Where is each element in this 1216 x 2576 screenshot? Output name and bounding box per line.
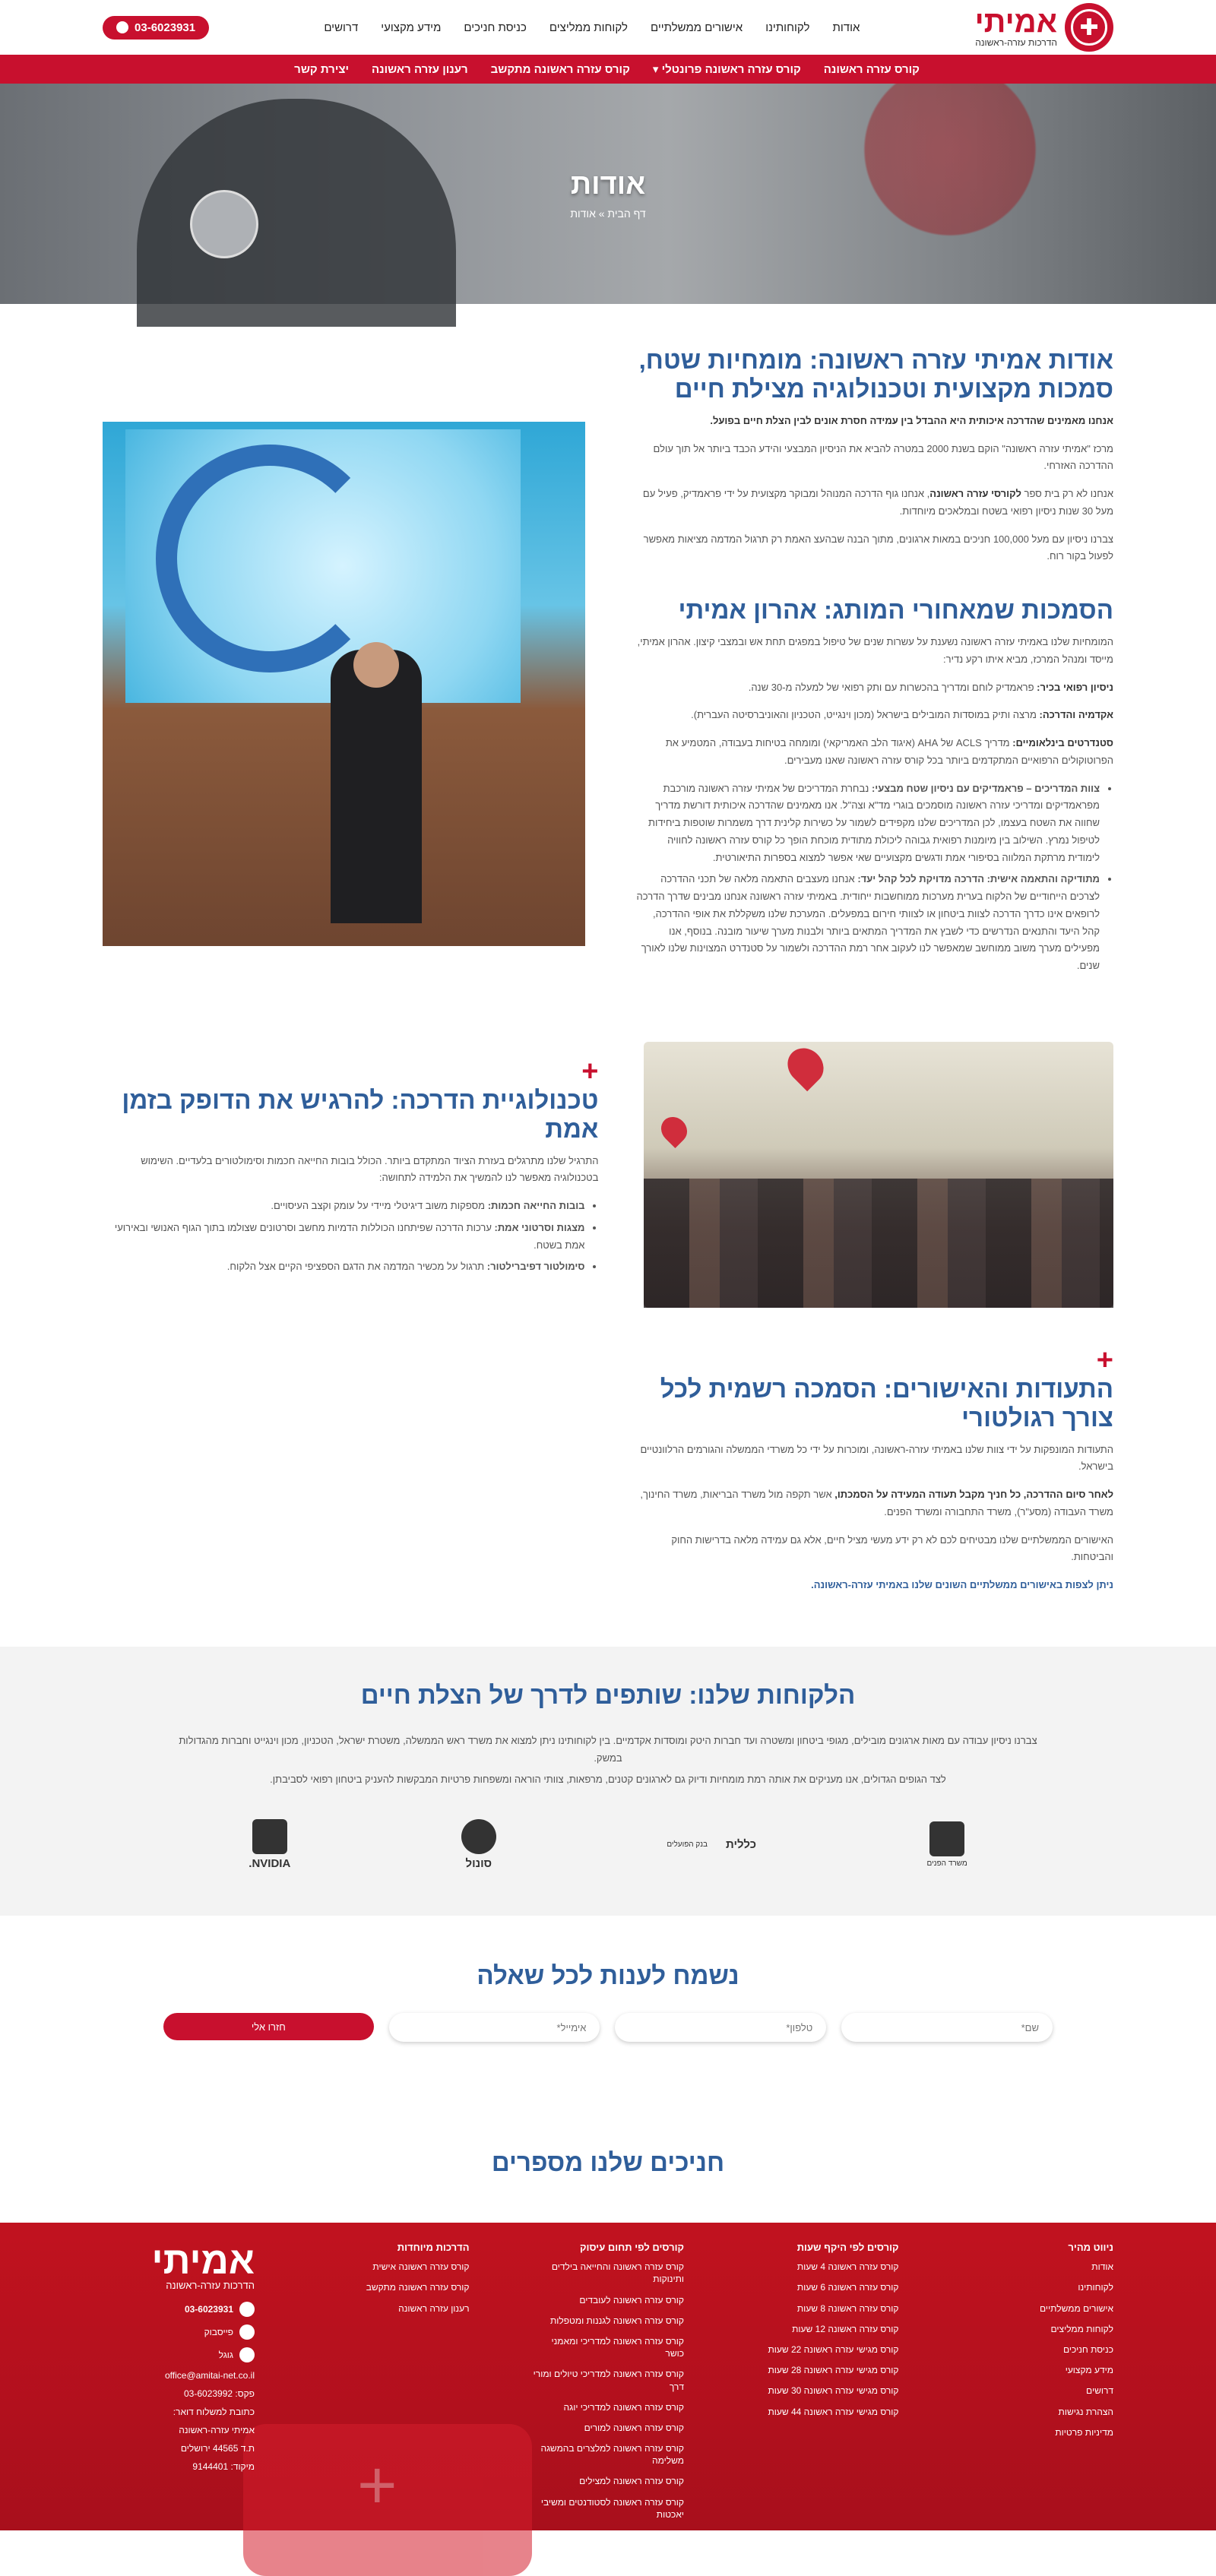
certs-link[interactable]: ניתן לצפות באישורים ממשלתיים השונים שלנו באמיתי עזרה-ראשונה. <box>811 1579 1113 1591</box>
about-title: אודות אמיתי עזרה ראשונה: מומחיות שטח, סמכות מקצועית וטכנולוגיה מצילת חיים <box>638 346 1113 403</box>
footer-link[interactable]: קורס מגישי עזרה ראשונה 28 שעות <box>768 2365 899 2376</box>
contact-form <box>163 2013 1053 2042</box>
certs-p3: האישורים הממשלתיים שלנו מבטיחים לכם לא רק ידע מעשי מציל חיים, אלא גם עמידה מלאה בדרישות החוק והביטחות. <box>671 1533 1113 1563</box>
phone-icon <box>239 2302 255 2317</box>
footer-link[interactable]: קורס עזרה ראשונה למצילים <box>579 2476 684 2487</box>
footer-link[interactable]: קורס עזרה ראשונה למדריכי ומאמני כושר <box>551 2335 684 2359</box>
page-title: אודות <box>570 168 646 201</box>
submit-button[interactable]: חזרו אלי <box>163 2013 374 2040</box>
nav-jobs[interactable]: דרושים <box>324 21 359 34</box>
certs-section <box>0 1331 1216 1647</box>
waze-icon <box>239 2347 255 2362</box>
list-item: • בובות החייאה חכמות: מספקות משוב דיגיטלי מיידי על עומק וקצב העיסויים. <box>103 1198 584 1215</box>
logo-tagline: הדרכות עזרה-ראשונה <box>975 37 1057 48</box>
facebook-icon <box>239 2324 255 2340</box>
plus-icon: + <box>1096 1343 1113 1376</box>
phone-field[interactable] <box>615 2013 826 2042</box>
email-field[interactable] <box>389 2013 600 2042</box>
contact-title: נשמח לענות לכל שאלה <box>477 1961 739 1990</box>
courses-subnav <box>0 55 1216 84</box>
footer-link[interactable]: לקוחותינו <box>1078 2282 1113 2293</box>
footer-link[interactable]: קורס עזרה ראשונה לעובדים <box>579 2294 684 2305</box>
breadcrumb[interactable]: דף הבית » אודות <box>570 207 646 220</box>
footer-link[interactable]: קורס עזרה ראשונה למדריכי יוגה <box>563 2401 684 2413</box>
footer-phone[interactable]: 03-6023931 <box>103 2302 255 2317</box>
footer-link[interactable]: קורס עזרה ראשונה אישית <box>372 2261 470 2273</box>
about-section <box>0 304 1216 1010</box>
footer-quick-nav: ניווט מהיר אודות לקוחותינו אישורים ממשלתיים לקוחות ממליצים כניסת חניכים מידע מקצועי דרושים הצהרת נגישות מדיניות פרטיות <box>961 2242 1113 2549</box>
about-p3: צברנו ניסיון עם מעל 100,000 חניכים במאות ארגונים, מתוך הבנה שבהעצ האמת רק תרגול המדמה מציאות מאפשר לפעול בקור רוח. <box>643 533 1113 562</box>
footer-link[interactable]: קורס עזרה ראשונה 12 שעות <box>792 2323 899 2334</box>
contact-section <box>0 1916 1216 2087</box>
footer-logo-name: אמיתי <box>151 2239 255 2283</box>
nav-about[interactable]: אודות <box>832 21 860 34</box>
client-logo-interior-ministry: משרד הפנים <box>927 1821 967 1868</box>
footer-link[interactable]: קורס עזרה ראשונה והחייאה בילדים ותינוקות <box>551 2261 684 2285</box>
footer-link[interactable]: קורס מגישי עזרה ראשונה 22 שעות <box>768 2343 899 2355</box>
footer-link[interactable]: רענון עזרה ראשונה <box>398 2302 470 2314</box>
list-item: • צוות המדריכים – פראמדיקים עם ניסיון שטח מבצעי: נבחרת המדריכים של אמיתי עזרה ראשונה מורכבת מפראמדיקים ומדריכי עזרה ראשונה מוסמכים בוגרי מד"א וצה"ל. אנו מאמינים שהדרכה איכותית דורשת מדריך שחווה את השטח בעצמו, לכן המדריכים שלנו מקפידים לשמור על כשירות קלינית דרך משמרות שוטפות ביחידות לטיפול נמרץ. השילוב בין מיומנות רפואית גבוהה ליכולת מתודית מוכחת הופך כל קורס עזרה ראשונה לחוויה לימודית מרתקת המלווה בסיפורי אמת ודגשים מקצועיים שאי אפשר למצוא בספרות התיאורטית. <box>635 780 1100 867</box>
clients-section <box>0 1647 1216 1916</box>
about-lead: אנחנו מאמינים שהדרכה איכותית היא ההבדל בין עמידה חסרת אונים לבין הצלת חיים בפועל. <box>710 414 1113 426</box>
footer-link[interactable]: מדיניות פרטיות <box>1055 2426 1113 2438</box>
name-field[interactable] <box>841 2013 1053 2042</box>
footer-link[interactable]: קורס מגישי עזרה ראשונה 30 שעות <box>768 2385 899 2397</box>
nav-professional-info[interactable]: מידע מקצועי <box>381 21 442 34</box>
footer-link[interactable]: קורס עזרה ראשונה לגננות ומטפלות <box>549 2315 684 2326</box>
founder-medical: ניסיון רפואי בכיר: פראמדיק לוחם ומדריך בהכשרות עם ותק רפואי של למעלה מ-30 שנה. <box>748 681 1113 693</box>
hero-banner <box>0 84 1216 304</box>
certs-title: התעודות והאישורים: הסמכה רשמית לכל צורך רגולטורי <box>660 1374 1113 1432</box>
subnav-frontal-course[interactable]: קורס עזרה ראשונה פרונטלי ▾ <box>652 63 801 76</box>
about-p1: מרכז "אמיתי עזרה ראשונה" הוקם בשנת 2000 במטרה להביא את הניסיון המבצעי והידע הכבד ביותר אל תוך עולם ההדרכה האזרחי. <box>653 442 1113 472</box>
phone-icon <box>116 21 128 33</box>
about-p2: אנחנו לא רק בית ספר לקורסי עזרה ראשונה, אנחנו גוף הדרכה המנוהל ומבוקר מקצועית על ידי פראמדיק, פעיל עם מעל 30 שנות ניסיון רפואי בשטח ובמלאכים מיוחדות. <box>642 488 1113 517</box>
subnav-refresh[interactable]: רענון עזרה ראשונה <box>372 62 468 76</box>
footer-brand: אמיתי הדרכות עזרה-ראשונה 03-6023931 פייסבוק גוגל office@amitai-net.co.il פקס: 03-6023992 כתובת למשלוח דואר: אמיתי עזרה-ראשונה ת.ד 44565 ירושלים מיקוד: 9144401 <box>103 2242 255 2549</box>
instructor-photo <box>103 422 585 946</box>
hero-photo-figure <box>190 190 258 258</box>
footer-facebook[interactable]: פייסבוק <box>103 2324 255 2340</box>
certs-p1: התעודות המונפקות על ידי צוות שלנו באמיתי עזרה-ראשונה, ומוכרות על ידי כל משרדי הממשלה והגורמים הרלוונטיים בישראל. <box>640 1443 1113 1473</box>
site-footer <box>0 2223 1216 2540</box>
subnav-first-aid-course[interactable]: קורס עזרה ראשונה <box>823 62 920 76</box>
eye-icon <box>252 1819 287 1854</box>
clients-p2: לצד הגופים הגדולים, אנו מעניקים את אותה רמת מומחיות ודיוק גם לארגונים קטנים, מרפאות, צוותי הוראה ומשפחות פרטיות המבקשות להעניק ביטחון רפואי לסביבתן. <box>270 1774 946 1786</box>
footer-link[interactable]: דרושים <box>1086 2385 1113 2397</box>
footer-link[interactable]: קורס עזרה ראשונה למלצרים בהמשגה משלימה <box>540 2443 684 2467</box>
footer-link[interactable]: קורס עזרה ראשונה מתקשב <box>366 2282 470 2293</box>
testimonials-title: חניכים שלנו מספרים <box>491 2148 725 2177</box>
nav-trainee-login[interactable]: כניסת חניכים <box>464 21 527 34</box>
footer-link[interactable]: קורס עזרה ראשונה למדריכי טיולים ומורי דרך <box>533 2369 684 2392</box>
list-item: • סימולטור דפיברילטור: תרגול על מכשיר המדמה את הדגם הספציפי הקיים אצל הלקוח. <box>103 1258 584 1276</box>
footer-waze[interactable]: גוגל <box>103 2347 255 2362</box>
nav-clients[interactable]: לקוחותינו <box>765 21 810 34</box>
nav-gov-approvals[interactable]: אישורים ממשלתיים <box>650 21 743 34</box>
footer-hours-courses: קורסים לפי היקף שעות קורס עזרה ראשונה 4 שעות קורס עזרה ראשונה 6 שעות קורס עזרה ראשונה 8 שעות קורס עזרה ראשונה 12 שעות קורס מגישי עזרה ראשונה 22 שעות קורס מגישי עזרה ראשונה 28 שעות קורס מגישי עזרה ראשונה 30 שעות קורס מגישי עזרה ראשונה 44 שעות <box>747 2242 899 2549</box>
footer-link[interactable]: קורס עזרה ראשונה 8 שעות <box>796 2302 899 2314</box>
clients-title: הלקוחות שלנו: שותפים לדרך של הצלת חיים <box>360 1680 856 1709</box>
footer-link[interactable]: מידע מקצועי <box>1065 2365 1113 2376</box>
subnav-online-course[interactable]: קורס עזרה ראשונה מתקשב <box>490 62 630 76</box>
tech-intro: התרגיל שלנו מתרגלים בעזרת הציוד המתקדם ביותר. הכולל בובות החייאה חכמות וסימולטורים בלעדיים. השימוש בטכנולוגיה מאפשר לנו להמשיך את הלמידה לתחושה: <box>141 1154 599 1184</box>
list-item: • מצגות וסרטוני אמת: ערכות הדרכה שפיתחנו הכוללות הדמיות מחשב וסרטונים שצולמו בתוך הגוף האנושי ובאירועי אמת בשטח. <box>103 1220 584 1255</box>
footer-email[interactable]: office@amitai-net.co.il <box>164 2370 255 2381</box>
footer-link[interactable]: הצהרת נגישות <box>1058 2406 1113 2417</box>
team-list <box>635 780 1100 975</box>
main-nav <box>324 21 860 34</box>
footer-link[interactable]: קורס עזרה ראשונה 4 שעות <box>796 2261 899 2273</box>
client-logo-sonol: סונול <box>461 1819 496 1870</box>
logo-name: אמיתי <box>974 5 1057 39</box>
founder-intro: המומחיות שלנו באמיתי עזרה ראשונה נשענת על עשרות שנים של טיפול במפגים תחת אש ובמצבי קיצון. אהרון אמיתי, מייסד ומנהל המרכז, מביא איתו רקע נדיר: <box>637 636 1113 665</box>
certs-p2: לאחר סיום ההדרכה, כל חניך מקבל תעודה המעידה על הסמכתו, אשר תקפה מול משרד הבריאות, משרד החינוך, משרד העבודה (מסע"ר), משרד התחבורה ומשרד הפנים. <box>640 1489 1113 1517</box>
flower-icon <box>461 1819 496 1854</box>
footer-field-courses: קורסים לפי תחום עיסוק קורס עזרה ראשונה והחייאה בילדים ותינוקות קורס עזרה ראשונה לעובדים קורס עזרה ראשונה לגננות ומטפלות קורס עזרה ראשונה למדריכי ומאמני כושר קורס עזרה ראשונה למדריכי טיולים ומורי דרך קורס עזרה ראשונה למדריכי יוגה קורס עזרה ראשונה למורים קורס עזרה ראשונה למלצרים בהמשגה משלימה קורס עזרה ראשונה למצילים קורס עזרה ראשונה לסטודנטים ומשיבי יאכטות קורס עזרה ראשונה לאנשי אבטחה <box>533 2242 684 2540</box>
site-logo[interactable] <box>975 3 1113 52</box>
footer-link[interactable]: קורס מגישי עזרה ראשונה 44 שעות <box>768 2406 899 2417</box>
founder-title: הסמכות שמאחורי המותג: אהרון אמיתי <box>678 596 1113 625</box>
founder-standards: סטנדרטים בינלאומיים: מדריך ACLS של AHA (איגוד הלב האמריקאי) ומומחה בטיחות בעבודה, המטמיע את הפרוטוקולים הרפואיים המתקדמים ביותר בכל קורס עזרה ראשונה שאנו מעבירים. <box>665 737 1113 766</box>
client-logo-clalit: כללית בנק הפועלים <box>667 1838 756 1852</box>
footer-link[interactable]: כניסת חניכים <box>1063 2343 1113 2355</box>
footer-link[interactable]: קורס עזרה ראשונה למורים <box>584 2422 684 2433</box>
founder-academy: אקדמיה והדרכה: מרצה ותיק במוסדות המובילים בישראל (מכון וינגייט, הטכניון והאוניברסיטה העברית). <box>691 709 1113 721</box>
emblem-icon <box>929 1821 964 1856</box>
logo-icon: ✚ <box>1065 3 1113 52</box>
footer-link[interactable]: אודות <box>1091 2261 1113 2273</box>
list-item: • מתודיקה והתאמה אישית: הדרכה מדויקת לכל קהל יעד: אנחנו מעצבים התאמה מלאה של תכני ההדרכה לצרכים הייחודיים של הלקוח בערית מערכות ממוחשבות ייחודית. באמיתי עזרה ראשונה אנחנו מבינים שדרך הדרכה לרופאים אינו כדרך הדרכה לצוות ביטחון או לצוותי חירום במפעלים. המערכת שלנו משקללת את אופי ההדרכה, קהל היעד והתנאים הנדרשים כדי לשבץ את המדריך המתאים ביותר ולבנות מערך שיעור מובנה. בנוסף, אנו מפעילים מערך משוב ממוחשב שמאפשר לנו לעקוב אחר רמת ההדרכה ולשמור על סטנדרט המצוינות שלנו לאורך שנים. <box>635 871 1100 975</box>
footer-link[interactable]: קורס עזרה ראשונה לאנשי אבטחה <box>556 2530 684 2540</box>
site-header <box>0 0 1216 55</box>
footer-link[interactable]: קורס עזרה ראשונה לסטודנטים ומשיבי יאכטות <box>540 2496 684 2520</box>
tech-section <box>0 1010 1216 1331</box>
phone-button[interactable] <box>103 16 209 40</box>
plus-icon: + <box>581 1055 599 1087</box>
tech-list <box>103 1198 584 1276</box>
footer-link[interactable]: אישורים ממשלתיים <box>1040 2302 1113 2314</box>
phone-number: 03-6023931 <box>135 21 196 34</box>
nav-recommendations[interactable]: לקוחות ממליצים <box>549 21 628 34</box>
client-logo-nvidia: NVIDIA. <box>249 1819 290 1870</box>
testimonials-section <box>0 2087 1216 2223</box>
subnav-contact[interactable]: יצירת קשר <box>294 62 350 76</box>
tech-title: טכנולוגיית הדרכה: להרגיש את הדופק בזמן אמת <box>122 1085 599 1143</box>
clients-p1: צברנו ניסיון עבודה עם מאות ארגונים מובילים, מגופי ביטחון ומשטרה ועד חברות היטק ומוסדות אקדמיים. בין לקוחותינו ניתן למצוא את משרד ראש הממשלה, משטרת ישראל, הטכניון, מכון וינגייט וחברות מהגדולות במשק. <box>179 1734 1037 1764</box>
footer-special-courses: הדרכות מיוחדות קורס עזרה ראשונה אישית קורס עזרה ראשונה מתקשב רענון עזרה ראשונה <box>318 2242 470 2549</box>
training-class-photo <box>644 1042 1113 1308</box>
client-logos <box>103 1819 1113 1870</box>
footer-link[interactable]: לקוחות ממליצים <box>1050 2323 1113 2334</box>
footer-link[interactable]: קורס עזרה ראשונה 6 שעות <box>796 2282 899 2293</box>
courses-link[interactable]: לקורסי עזרה ראשונה <box>929 488 1021 500</box>
